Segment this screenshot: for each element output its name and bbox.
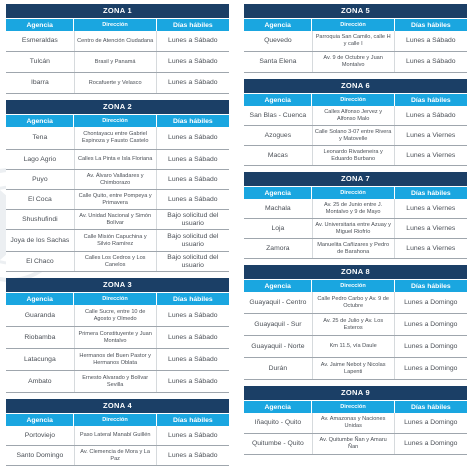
address-cell: Brasil y Panamá [75, 52, 157, 72]
zone-block-7 [244, 172, 467, 259]
agency-cell: Quitumbe - Quito [244, 434, 313, 454]
days-cell: Lunes a Domingo [404, 320, 458, 328]
days-cell: Lunes a Viernes [406, 244, 456, 252]
days-cell: Lunes a Viernes [406, 204, 456, 212]
table-row [6, 230, 229, 252]
days-cell: Lunes a Sábado [168, 175, 218, 183]
address-cell: Av. Quitumbe Ñan y Amaru Ñan [313, 434, 395, 454]
table-row [6, 446, 229, 466]
agency-cell: Joya de los Sachas [6, 230, 75, 251]
days-cell: Lunes a Sábado [406, 58, 456, 66]
zone-block-9 [244, 386, 467, 455]
days-cell: Lunes a Domingo [404, 440, 458, 448]
dias-header: Días hábiles [157, 115, 229, 127]
direccion-header: Dirección [312, 187, 393, 199]
address-cell: Calles Los Cedros y Los Canelos [75, 252, 157, 271]
agency-cell: Azogues [244, 126, 313, 145]
table-header [6, 19, 229, 31]
direccion-header: Dirección [312, 401, 393, 413]
address-cell: Manuelita Cañizares y Pedro de Barahona [313, 239, 395, 258]
days-cell: Bajo solicitud del usuario [167, 233, 219, 248]
table-row [6, 127, 229, 150]
agencia-header: Agencia [6, 19, 73, 31]
address-cell: Km 11.5, vía Daule [313, 336, 395, 357]
dias-header: Días hábiles [157, 293, 229, 305]
agencia-header: Agencia [244, 401, 311, 413]
zone-title: ZONA 2 [6, 100, 229, 114]
days-cell: Lunes a Sábado [168, 37, 218, 45]
table-header [6, 414, 229, 426]
agencia-header: Agencia [244, 187, 311, 199]
table-row [244, 219, 467, 239]
table-header [244, 94, 467, 106]
table-row [244, 336, 467, 358]
agency-cell: Tulcán [6, 52, 75, 72]
right-column [244, 4, 467, 461]
table-row [244, 106, 467, 126]
table-row [6, 73, 229, 94]
days-cell: Lunes a Sábado [168, 79, 218, 87]
address-cell: Av. 25 de Junio entre J. Montalvo y 9 de Mayo [313, 199, 395, 218]
zone-title: ZONA 1 [6, 4, 229, 18]
table-row [6, 349, 229, 371]
dias-header: Días hábiles [395, 19, 467, 31]
days-cell: Lunes a Sábado [168, 333, 218, 341]
address-cell: Calles La Pinta e Isla Floriana [75, 150, 157, 169]
zone-title: ZONA 6 [244, 79, 467, 93]
dias-header: Días hábiles [395, 280, 467, 292]
agency-cell: Riobamba [6, 327, 75, 348]
days-cell: Lunes a Sábado [168, 377, 218, 385]
days-cell: Lunes a Domingo [404, 342, 458, 350]
left-column [6, 4, 229, 472]
days-cell: Lunes a Sábado [168, 155, 218, 163]
table-header [244, 401, 467, 413]
table-header [6, 115, 229, 127]
agency-cell: San Blas - Cuenca [244, 106, 313, 125]
address-cell: Calle Misión Capuchina y Silvio Ramírez [75, 230, 157, 251]
zone-block-3 [6, 278, 229, 393]
agencia-header: Agencia [244, 19, 311, 31]
address-cell: Calle Sucre, entre 10 de Agosto y Olmedo [75, 305, 157, 326]
zone-block-2 [6, 100, 229, 272]
days-cell: Lunes a Domingo [404, 364, 458, 372]
agencia-header: Agencia [244, 94, 311, 106]
agency-cell: Ambato [6, 371, 75, 392]
agency-cell: Machala [244, 199, 313, 218]
agency-cell: Guaranda [6, 305, 75, 326]
address-cell: Hermanos del Buen Pastor y Hermanos Oblata [75, 349, 157, 370]
table-row [244, 314, 467, 336]
zone-block-6 [244, 79, 467, 166]
agency-cell: Esmeraldas [6, 31, 75, 51]
table-row [6, 31, 229, 52]
direccion-header: Dirección [74, 115, 155, 127]
days-cell: Lunes a Sábado [168, 195, 218, 203]
table-row [6, 327, 229, 349]
agency-cell: Macas [244, 146, 313, 165]
address-cell: Av. 9 de Octubre y Juan Montalvo [313, 52, 395, 72]
agencia-header: Agencia [6, 293, 73, 305]
address-cell: Calle Quito, entre Pompeya y Primavera [75, 190, 157, 209]
address-cell: Primera Constituyente y Juan Montalvo [75, 327, 157, 348]
direccion-header: Dirección [74, 19, 155, 31]
address-cell: Calle Pedro Carbo y Av. 9 de Octubre [313, 292, 395, 313]
zone-title: ZONA 3 [6, 278, 229, 292]
zone-title: ZONA 4 [6, 399, 229, 413]
address-cell: Av. Amazonas y Naciones Unidas [313, 413, 395, 433]
agency-cell: Puyo [6, 170, 75, 189]
agency-cell: Quevedo [244, 31, 313, 51]
table-row [6, 371, 229, 393]
dias-header: Días hábiles [157, 414, 229, 426]
table-row [6, 426, 229, 446]
days-cell: Lunes a Sábado [168, 431, 218, 439]
agencia-header: Agencia [6, 414, 73, 426]
table-header [244, 19, 467, 31]
direccion-header: Dirección [74, 293, 155, 305]
days-cell: Lunes a Viernes [406, 131, 456, 139]
direccion-header: Dirección [312, 280, 393, 292]
zone-block-4 [6, 399, 229, 466]
agency-cell: Loja [244, 219, 313, 238]
table-row [244, 434, 467, 455]
agency-cell: Durán [244, 358, 313, 379]
table-row [6, 150, 229, 170]
table-header [244, 187, 467, 199]
address-cell: Calle Solano 3-07 entre Rivera y Matovelle [313, 126, 395, 145]
agency-cell: El Coca [6, 190, 75, 209]
agency-cell: Guayaquil - Sur [244, 314, 313, 335]
table-row [244, 126, 467, 146]
days-cell: Lunes a Sábado [406, 111, 456, 119]
dias-header: Días hábiles [395, 401, 467, 413]
address-cell: Chontayacu entre Gabriel Espinoza y Fausto Castelo [75, 127, 157, 149]
direccion-header: Dirección [74, 414, 155, 426]
days-cell: Lunes a Sábado [168, 58, 218, 66]
days-cell: Bajo solicitud del usuario [167, 212, 219, 227]
address-cell: Leonardo Rivadeneira y Eduardo Burbano [313, 146, 395, 165]
address-cell: Av. Jaime Nebot y Nicolas Lapenti [313, 358, 395, 379]
days-cell: Lunes a Sábado [168, 451, 218, 459]
table-row [6, 305, 229, 327]
zone-block-1 [6, 4, 229, 94]
agencia-header: Agencia [244, 280, 311, 292]
address-cell: Rocafuerte y Velasco [75, 73, 157, 93]
table-row [244, 292, 467, 314]
dias-header: Días hábiles [395, 94, 467, 106]
agency-cell: Latacunga [6, 349, 75, 370]
agency-cell: Shushufindi [6, 210, 75, 229]
zone-title: ZONA 8 [244, 265, 467, 279]
zone-title: ZONA 7 [244, 172, 467, 186]
zone-title: ZONA 9 [244, 386, 467, 400]
table-row [244, 358, 467, 380]
table-row [244, 146, 467, 166]
zone-block-8 [244, 265, 467, 380]
table-row [244, 199, 467, 219]
table-row [6, 52, 229, 73]
days-cell: Lunes a Sábado [168, 134, 218, 142]
agency-cell: Santo Domingo [6, 446, 75, 465]
table-row [6, 252, 229, 272]
table-row [6, 190, 229, 210]
table-row [244, 413, 467, 434]
agencia-header: Agencia [6, 115, 73, 127]
address-cell: Av. Unidad Nacional y Simón Bolívar [75, 210, 157, 229]
direccion-header: Dirección [312, 94, 393, 106]
address-cell: Av. Clemencia de Mora y La Paz [75, 446, 157, 465]
agency-cell: El Chaco [6, 252, 75, 271]
table-row [6, 170, 229, 190]
zone-block-5 [244, 4, 467, 73]
agency-cell: Tena [6, 127, 75, 149]
zone-title: ZONA 5 [244, 4, 467, 18]
address-cell: Av. Universitaria entre Azuay y Miguel Riofrío [313, 219, 395, 238]
table-row [244, 31, 467, 52]
address-cell: Av. Álvaro Valladares y Chimborazo [75, 170, 157, 189]
table-row [244, 239, 467, 259]
days-cell: Bajo solicitud del usuario [167, 254, 219, 269]
agency-cell: Lago Agrio [6, 150, 75, 169]
table-row [244, 52, 467, 73]
days-cell: Lunes a Domingo [404, 419, 458, 427]
agency-cell: Iñaquito - Quito [244, 413, 313, 433]
agency-cell: Zamora [244, 239, 313, 258]
agency-cell: Santa Elena [244, 52, 313, 72]
address-cell: Ernesto Alvarado y Bolívar Sevilla [75, 371, 157, 392]
address-cell: Centro de Atención Ciudadana [75, 31, 157, 51]
days-cell: Lunes a Sábado [168, 355, 218, 363]
dias-header: Días hábiles [395, 187, 467, 199]
days-cell: Lunes a Viernes [406, 224, 456, 232]
address-cell: Parroquia San Camilo, calle H y calle I [313, 31, 395, 51]
table-row [6, 210, 229, 230]
table-header [6, 293, 229, 305]
agency-cell: Guayaquil - Centro [244, 292, 313, 313]
dias-header: Días hábiles [157, 19, 229, 31]
direccion-header: Dirección [312, 19, 393, 31]
days-cell: Lunes a Sábado [168, 311, 218, 319]
address-cell: Calles Alfonso Jervez y Alfonso Malo [313, 106, 395, 125]
days-cell: Lunes a Viernes [406, 151, 456, 159]
address-cell: Av. 25 de Julio y Av. Los Esteros [313, 314, 395, 335]
table-header [244, 280, 467, 292]
address-cell: Paso Lateral Manabí Guillén [75, 426, 157, 445]
agency-cell: Portoviejo [6, 426, 75, 445]
agency-cell: Ibarra [6, 73, 75, 93]
days-cell: Lunes a Domingo [404, 298, 458, 306]
agency-cell: Guayaquil - Norte [244, 336, 313, 357]
days-cell: Lunes a Sábado [406, 37, 456, 45]
